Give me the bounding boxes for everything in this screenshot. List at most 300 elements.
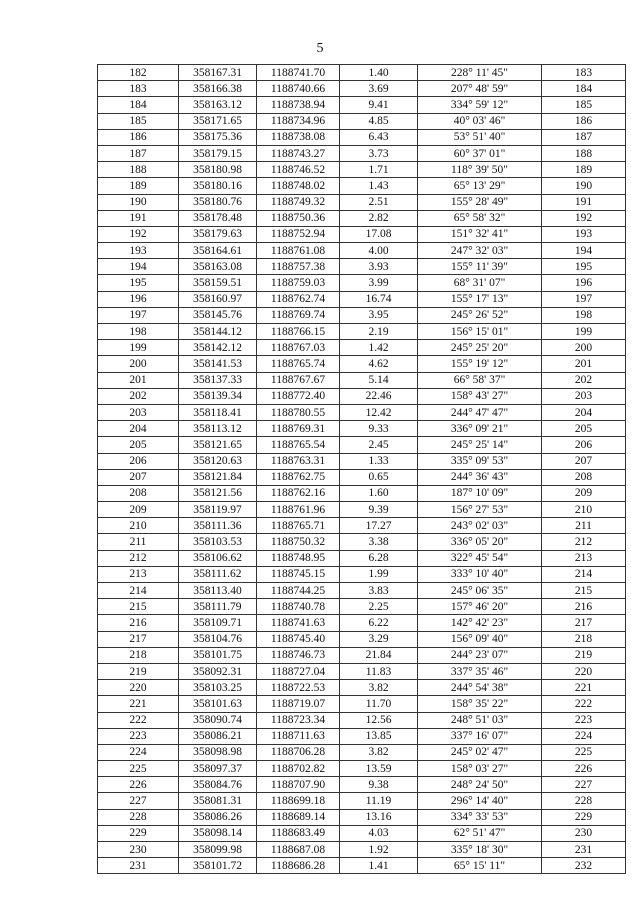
y-coordinate-cell: 1188762.74 [257,291,340,307]
bearing-cell: 62° 51' 47" [418,825,542,841]
y-coordinate-cell: 1188745.40 [257,631,340,647]
x-coordinate-cell: 358084.76 [179,777,257,793]
y-coordinate-cell: 1188744.25 [257,583,340,599]
next-point-number-cell: 195 [542,259,626,275]
x-coordinate-cell: 358098.14 [179,825,257,841]
y-coordinate-cell: 1188745.15 [257,566,340,582]
next-point-number-cell: 217 [542,615,626,631]
y-coordinate-cell: 1188748.95 [257,550,340,566]
table-row [98,259,626,275]
bearing-cell: 333° 10' 40" [418,566,542,582]
bearing-cell: 118° 39' 50" [418,162,542,178]
y-coordinate-cell: 1188765.54 [257,437,340,453]
point-number-cell: 214 [98,583,179,599]
table-row [98,340,626,356]
y-coordinate-cell: 1188741.63 [257,615,340,631]
x-coordinate-cell: 358118.41 [179,404,257,420]
y-coordinate-cell: 1188772.40 [257,388,340,404]
next-point-number-cell: 199 [542,324,626,340]
bearing-cell: 60° 37' 01" [418,145,542,161]
next-point-number-cell: 187 [542,129,626,145]
x-coordinate-cell: 358101.75 [179,647,257,663]
bearing-cell: 248° 24' 50" [418,777,542,793]
x-coordinate-cell: 358104.76 [179,631,257,647]
bearing-cell: 156° 15' 01" [418,324,542,340]
point-number-cell: 183 [98,81,179,97]
bearing-cell: 228° 11' 45" [418,65,542,81]
bearing-cell: 207° 48' 59" [418,81,542,97]
point-number-cell: 217 [98,631,179,647]
y-coordinate-cell: 1188683.49 [257,825,340,841]
bearing-cell: 322° 45' 54" [418,550,542,566]
distance-cell: 1.60 [340,485,418,501]
y-coordinate-cell: 1188759.03 [257,275,340,291]
distance-cell: 12.56 [340,712,418,728]
next-point-number-cell: 184 [542,81,626,97]
next-point-number-cell: 198 [542,307,626,323]
table-row [98,502,626,518]
table-row [98,178,626,194]
point-number-cell: 190 [98,194,179,210]
distance-cell: 3.99 [340,275,418,291]
distance-cell: 6.22 [340,615,418,631]
distance-cell: 11.19 [340,793,418,809]
x-coordinate-cell: 358109.71 [179,615,257,631]
point-number-cell: 197 [98,307,179,323]
bearing-cell: 65° 13' 29" [418,178,542,194]
distance-cell: 13.59 [340,761,418,777]
x-coordinate-cell: 358159.51 [179,275,257,291]
next-point-number-cell: 191 [542,194,626,210]
distance-cell: 4.03 [340,825,418,841]
x-coordinate-cell: 358141.53 [179,356,257,372]
table-row [98,145,626,161]
y-coordinate-cell: 1188738.08 [257,129,340,145]
y-coordinate-cell: 1188750.36 [257,210,340,226]
x-coordinate-cell: 358180.76 [179,194,257,210]
point-number-cell: 229 [98,825,179,841]
next-point-number-cell: 224 [542,728,626,744]
point-number-cell: 207 [98,469,179,485]
table-row [98,825,626,841]
x-coordinate-cell: 358119.97 [179,502,257,518]
next-point-number-cell: 190 [542,178,626,194]
distance-cell: 12.42 [340,404,418,420]
point-number-cell: 230 [98,842,179,858]
bearing-cell: 243° 02' 03" [418,518,542,534]
distance-cell: 2.51 [340,194,418,210]
table-row [98,518,626,534]
table-row [98,712,626,728]
bearing-cell: 155° 11' 39" [418,259,542,275]
next-point-number-cell: 207 [542,453,626,469]
x-coordinate-cell: 358111.36 [179,518,257,534]
distance-cell: 9.38 [340,777,418,793]
point-number-cell: 199 [98,340,179,356]
distance-cell: 3.82 [340,744,418,760]
point-number-cell: 231 [98,858,179,874]
bearing-cell: 334° 59' 12" [418,97,542,113]
next-point-number-cell: 203 [542,388,626,404]
point-number-cell: 219 [98,663,179,679]
bearing-cell: 53° 51' 40" [418,129,542,145]
y-coordinate-cell: 1188722.53 [257,680,340,696]
distance-cell: 17.08 [340,226,418,242]
x-coordinate-cell: 358142.12 [179,340,257,356]
point-number-cell: 187 [98,145,179,161]
x-coordinate-cell: 358103.53 [179,534,257,550]
bearing-cell: 245° 06' 35" [418,583,542,599]
x-coordinate-cell: 358111.62 [179,566,257,582]
x-coordinate-cell: 358103.25 [179,680,257,696]
bearing-cell: 245° 26' 52" [418,307,542,323]
next-point-number-cell: 205 [542,421,626,437]
x-coordinate-cell: 358160.97 [179,291,257,307]
bearing-cell: 336° 05' 20" [418,534,542,550]
point-number-cell: 224 [98,744,179,760]
table-row [98,453,626,469]
distance-cell: 3.95 [340,307,418,323]
bearing-cell: 296° 14' 40" [418,793,542,809]
y-coordinate-cell: 1188765.74 [257,356,340,372]
x-coordinate-cell: 358137.33 [179,372,257,388]
distance-cell: 9.33 [340,421,418,437]
table-row [98,275,626,291]
table-row [98,194,626,210]
next-point-number-cell: 232 [542,858,626,874]
distance-cell: 1.92 [340,842,418,858]
table-row [98,485,626,501]
x-coordinate-cell: 358166.38 [179,81,257,97]
bearing-cell: 244° 23' 07" [418,647,542,663]
y-coordinate-cell: 1188741.70 [257,65,340,81]
table-row [98,226,626,242]
distance-cell: 2.82 [340,210,418,226]
bearing-cell: 40° 03' 46" [418,113,542,129]
point-number-cell: 203 [98,404,179,420]
distance-cell: 16.74 [340,291,418,307]
y-coordinate-cell: 1188743.27 [257,145,340,161]
next-point-number-cell: 194 [542,243,626,259]
x-coordinate-cell: 358180.98 [179,162,257,178]
x-coordinate-cell: 358111.79 [179,599,257,615]
distance-cell: 6.28 [340,550,418,566]
y-coordinate-cell: 1188699.18 [257,793,340,809]
next-point-number-cell: 193 [542,226,626,242]
bearing-cell: 335° 09' 53" [418,453,542,469]
bearing-cell: 244° 47' 47" [418,404,542,420]
next-point-number-cell: 221 [542,680,626,696]
point-number-cell: 202 [98,388,179,404]
distance-cell: 3.73 [340,145,418,161]
point-number-cell: 191 [98,210,179,226]
distance-cell: 21.84 [340,647,418,663]
next-point-number-cell: 214 [542,566,626,582]
x-coordinate-cell: 358180.16 [179,178,257,194]
y-coordinate-cell: 1188769.31 [257,421,340,437]
y-coordinate-cell: 1188766.15 [257,324,340,340]
point-number-cell: 213 [98,566,179,582]
next-point-number-cell: 200 [542,340,626,356]
x-coordinate-cell: 358081.31 [179,793,257,809]
point-number-cell: 221 [98,696,179,712]
bearing-cell: 337° 16' 07" [418,728,542,744]
x-coordinate-cell: 358113.12 [179,421,257,437]
distance-cell: 1.41 [340,858,418,874]
point-number-cell: 218 [98,647,179,663]
distance-cell: 11.83 [340,663,418,679]
bearing-cell: 155° 28' 49" [418,194,542,210]
y-coordinate-cell: 1188769.74 [257,307,340,323]
table-row [98,680,626,696]
distance-cell: 2.25 [340,599,418,615]
distance-cell: 4.62 [340,356,418,372]
point-number-cell: 226 [98,777,179,793]
point-number-cell: 204 [98,421,179,437]
point-number-cell: 225 [98,761,179,777]
bearing-cell: 334° 33' 53" [418,809,542,825]
x-coordinate-cell: 358090.74 [179,712,257,728]
point-number-cell: 223 [98,728,179,744]
point-number-cell: 220 [98,680,179,696]
x-coordinate-cell: 358164.61 [179,243,257,259]
y-coordinate-cell: 1188746.73 [257,647,340,663]
distance-cell: 3.82 [340,680,418,696]
next-point-number-cell: 197 [542,291,626,307]
y-coordinate-cell: 1188761.08 [257,243,340,259]
y-coordinate-cell: 1188702.82 [257,761,340,777]
point-number-cell: 195 [98,275,179,291]
y-coordinate-cell: 1188738.94 [257,97,340,113]
y-coordinate-cell: 1188780.55 [257,404,340,420]
next-point-number-cell: 212 [542,534,626,550]
bearing-cell: 335° 18' 30" [418,842,542,858]
distance-cell: 1.43 [340,178,418,194]
x-coordinate-cell: 358167.31 [179,65,257,81]
table-row [98,307,626,323]
table-row [98,388,626,404]
x-coordinate-cell: 358101.63 [179,696,257,712]
table-row [98,809,626,825]
table-row [98,97,626,113]
y-coordinate-cell: 1188689.14 [257,809,340,825]
point-number-cell: 184 [98,97,179,113]
table-row [98,129,626,145]
point-number-cell: 185 [98,113,179,129]
x-coordinate-cell: 358145.76 [179,307,257,323]
bearing-cell: 187° 10' 09" [418,485,542,501]
distance-cell: 3.38 [340,534,418,550]
table-row [98,372,626,388]
distance-cell: 2.45 [340,437,418,453]
point-number-cell: 201 [98,372,179,388]
distance-cell: 22.46 [340,388,418,404]
table-row [98,113,626,129]
distance-cell: 1.42 [340,340,418,356]
point-number-cell: 211 [98,534,179,550]
y-coordinate-cell: 1188757.38 [257,259,340,275]
distance-cell: 4.85 [340,113,418,129]
distance-cell: 1.71 [340,162,418,178]
x-coordinate-cell: 358092.31 [179,663,257,679]
table-row [98,81,626,97]
next-point-number-cell: 201 [542,356,626,372]
next-point-number-cell: 229 [542,809,626,825]
bearing-cell: 158° 35' 22" [418,696,542,712]
x-coordinate-cell: 358120.63 [179,453,257,469]
next-point-number-cell: 222 [542,696,626,712]
table-row [98,647,626,663]
point-number-cell: 188 [98,162,179,178]
next-point-number-cell: 230 [542,825,626,841]
next-point-number-cell: 192 [542,210,626,226]
x-coordinate-cell: 358163.08 [179,259,257,275]
distance-cell: 2.19 [340,324,418,340]
point-number-cell: 200 [98,356,179,372]
table-row [98,550,626,566]
distance-cell: 3.93 [340,259,418,275]
x-coordinate-cell: 358121.65 [179,437,257,453]
table-row [98,421,626,437]
distance-cell: 9.41 [340,97,418,113]
table-row [98,65,626,81]
table-row [98,291,626,307]
next-point-number-cell: 225 [542,744,626,760]
next-point-number-cell: 227 [542,777,626,793]
distance-cell: 13.85 [340,728,418,744]
distance-cell: 1.99 [340,566,418,582]
distance-cell: 13.16 [340,809,418,825]
next-point-number-cell: 206 [542,437,626,453]
y-coordinate-cell: 1188762.75 [257,469,340,485]
bearing-cell: 248° 51' 03" [418,712,542,728]
next-point-number-cell: 189 [542,162,626,178]
y-coordinate-cell: 1188707.90 [257,777,340,793]
table-row [98,777,626,793]
next-point-number-cell: 204 [542,404,626,420]
y-coordinate-cell: 1188750.32 [257,534,340,550]
bearing-cell: 158° 03' 27" [418,761,542,777]
coordinates-table [97,64,626,874]
bearing-cell: 245° 02' 47" [418,744,542,760]
bearing-cell: 157° 46' 20" [418,599,542,615]
table-row [98,663,626,679]
table-row [98,728,626,744]
table-row [98,858,626,874]
point-number-cell: 210 [98,518,179,534]
x-coordinate-cell: 358178.48 [179,210,257,226]
y-coordinate-cell: 1188746.52 [257,162,340,178]
table-row [98,696,626,712]
table-row [98,583,626,599]
bearing-cell: 158° 43' 27" [418,388,542,404]
y-coordinate-cell: 1188767.03 [257,340,340,356]
x-coordinate-cell: 358106.62 [179,550,257,566]
x-coordinate-cell: 358171.65 [179,113,257,129]
table-row [98,534,626,550]
y-coordinate-cell: 1188763.31 [257,453,340,469]
x-coordinate-cell: 358099.98 [179,842,257,858]
x-coordinate-cell: 358113.40 [179,583,257,599]
table-row [98,356,626,372]
distance-cell: 6.43 [340,129,418,145]
table-row [98,469,626,485]
distance-cell: 3.29 [340,631,418,647]
y-coordinate-cell: 1188711.63 [257,728,340,744]
point-number-cell: 192 [98,226,179,242]
point-number-cell: 222 [98,712,179,728]
bearing-cell: 65° 58' 32" [418,210,542,226]
bearing-cell: 336° 09' 21" [418,421,542,437]
point-number-cell: 206 [98,453,179,469]
x-coordinate-cell: 358179.15 [179,145,257,161]
bearing-cell: 155° 17' 13" [418,291,542,307]
next-point-number-cell: 186 [542,113,626,129]
x-coordinate-cell: 358086.26 [179,809,257,825]
table-row [98,793,626,809]
x-coordinate-cell: 358163.12 [179,97,257,113]
table-row [98,162,626,178]
point-number-cell: 194 [98,259,179,275]
point-number-cell: 193 [98,243,179,259]
point-number-cell: 198 [98,324,179,340]
bearing-cell: 151° 32' 41" [418,226,542,242]
distance-cell: 3.83 [340,583,418,599]
bearing-cell: 245° 25' 14" [418,437,542,453]
y-coordinate-cell: 1188723.34 [257,712,340,728]
next-point-number-cell: 226 [542,761,626,777]
bearing-cell: 156° 27' 53" [418,502,542,518]
point-number-cell: 216 [98,615,179,631]
next-point-number-cell: 209 [542,485,626,501]
distance-cell: 1.33 [340,453,418,469]
next-point-number-cell: 202 [542,372,626,388]
distance-cell: 1.40 [340,65,418,81]
x-coordinate-cell: 358121.56 [179,485,257,501]
bearing-cell: 142° 42' 23" [418,615,542,631]
next-point-number-cell: 231 [542,842,626,858]
table-row [98,404,626,420]
bearing-cell: 247° 32' 03" [418,243,542,259]
distance-cell: 5.14 [340,372,418,388]
x-coordinate-cell: 358175.36 [179,129,257,145]
bearing-cell: 244° 36' 43" [418,469,542,485]
point-number-cell: 205 [98,437,179,453]
y-coordinate-cell: 1188740.66 [257,81,340,97]
distance-cell: 3.69 [340,81,418,97]
coordinates-table-body [98,65,626,874]
table-row [98,437,626,453]
y-coordinate-cell: 1188719.07 [257,696,340,712]
point-number-cell: 209 [98,502,179,518]
next-point-number-cell: 220 [542,663,626,679]
y-coordinate-cell: 1188687.08 [257,842,340,858]
next-point-number-cell: 185 [542,97,626,113]
distance-cell: 17.27 [340,518,418,534]
next-point-number-cell: 223 [542,712,626,728]
bearing-cell: 244° 54' 38" [418,680,542,696]
page-number: 5 [316,41,324,56]
y-coordinate-cell: 1188686.28 [257,858,340,874]
next-point-number-cell: 196 [542,275,626,291]
x-coordinate-cell: 358179.63 [179,226,257,242]
table-row [98,566,626,582]
y-coordinate-cell: 1188727.04 [257,663,340,679]
y-coordinate-cell: 1188767.67 [257,372,340,388]
y-coordinate-cell: 1188748.02 [257,178,340,194]
bearing-cell: 68° 31' 07" [418,275,542,291]
x-coordinate-cell: 358098.98 [179,744,257,760]
